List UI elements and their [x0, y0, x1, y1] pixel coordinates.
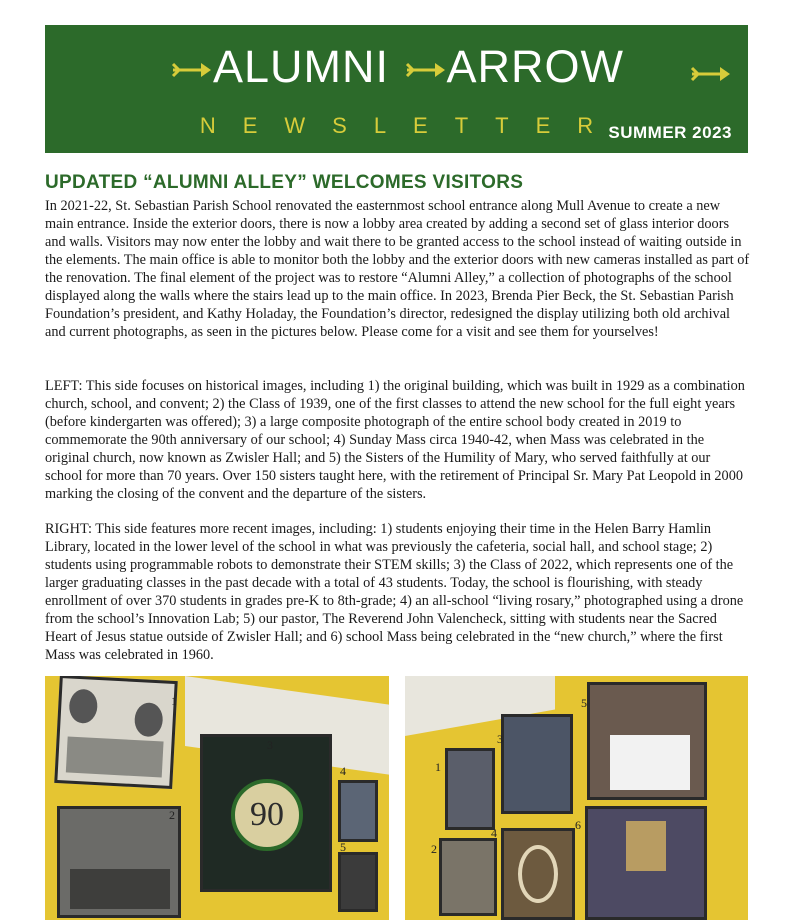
photo-label: 4 [340, 764, 346, 778]
arrow-icon [690, 65, 730, 83]
photo-label: 5 [581, 696, 587, 710]
arrow-icon [405, 61, 445, 79]
photo-label: 5 [340, 840, 346, 854]
photo-frame-5 [587, 682, 707, 800]
article-paragraph-intro: In 2021-22, St. Sebastian Parish School renovated the easternmost school entrance along Mull Avenue to create a new main entrance. Inside the exterior doors, there is now a lobby area created by adding a second set of glass interior doors and walls. Visitors may now enter the lobby and wait there to be granted access to the school instead of waiting outside in the elements. The main office is able to monitor both the lobby and the exterior doors with new cameras installed as part of the renovation. The final element of the project was to restore “Alumni Alley,” a collection of photographs of the school displayed along the walls where the stairs lead up to the main office. In 2023, Brenda Pier Beck, the St. Sebastian Parish Foundation’s president, and Kathy Holaday, the Foundation’s director, redesigned the display utilizing both old archival and current photographs, as seen in the pictures below. Please come for a visit and see them for yourselves! [45, 198, 750, 340]
building-drawing [66, 736, 164, 777]
article-headline: UPDATED “ALUMNI ALLEY” WELCOMES VISITORS [45, 172, 524, 193]
class-group [70, 869, 170, 909]
masthead-subtitle: NEWSLETTER [199, 113, 621, 138]
photo-label: 4 [491, 826, 497, 840]
masthead-title [45, 41, 748, 93]
article-paragraph-left: LEFT: This side focuses on historical images, including 1) the original building, which was built in 1929 as a combination church, school, and convent; 2) the Class of 1939, one of the first classes to attend the new school for the full eight years (before kindergarten was offered); 3) a large composite photograph of the entire school body created in 2019 to commemorate the 90th anniversary of our school; 4) Sunday Mass circa 1940-42, when Mass was celebrated in the original church, now known as Zwisler Hall; and 5) the Sisters of the Humility of Mary, who served faithfully at our school for more than 70 years. Over 150 sisters taught here, with the retirement of Principal Sr. Mary Pat Leopold in 2000 marking the closing of the convent and the departure of the sisters. [45, 378, 745, 502]
photo-label: 1 [435, 760, 441, 774]
photo-frame-2 [439, 838, 497, 916]
newsletter-banner [45, 25, 748, 153]
portrait [68, 689, 98, 724]
photo-frame-1 [445, 748, 495, 830]
arrow-icon [171, 61, 211, 79]
photo-frame-6 [585, 806, 707, 920]
photo-frame-4 [338, 780, 378, 842]
photo-right-wall [405, 676, 748, 920]
photo-label: 3 [497, 732, 503, 746]
photo-label: 2 [431, 842, 437, 856]
masthead-title-left: ALUMNI [212, 41, 389, 92]
portrait [134, 702, 164, 737]
living-rosary [518, 845, 558, 903]
students-group [610, 735, 690, 790]
photo-left-wall [45, 676, 389, 920]
photo-frame-4 [501, 828, 575, 920]
photo-frame-3 [200, 734, 332, 892]
photo-label: 6 [575, 818, 581, 832]
masthead-title-right: ARROW [446, 41, 625, 92]
issue-season: SUMMER 2023 [608, 123, 732, 142]
altar [626, 821, 666, 871]
photo-frame-1 [54, 676, 177, 789]
article-paragraph-right: RIGHT: This side features more recent images, including: 1) students enjoying their time in the Helen Barry Hamlin Library, located in the lower level of the school in what was previously the cafeteria, social hall, and school stage; 2) students using programmable robots to demonstrate their STEM skills; 3) the Class of 2022, which represents one of the larger graduating classes in the past decade with a total of 43 students. Today, the school is flourishing, with steady enrollment of over 370 students in grades pre-K to 8th-grade; 4) an all-school “living rosary,” photographed using a drone from the school’s Innovation Lab; 5) our pastor, The Reverend John Valencheck, sitting with students near the Sacred Heart of Jesus statue outside of Zwisler Hall; and 6) school Mass being celebrated in the “new church,” where the first Mass was celebrated in 1960. [45, 521, 744, 663]
photo-label: 1 [171, 694, 177, 708]
photo-frame-5 [338, 852, 378, 912]
photo-frame-3 [501, 714, 573, 814]
photo-label: 2 [169, 808, 175, 822]
photo-label: 3 [267, 738, 273, 752]
anniversary-medallion: 90 [231, 779, 303, 851]
photo-frame-2 [57, 806, 181, 918]
